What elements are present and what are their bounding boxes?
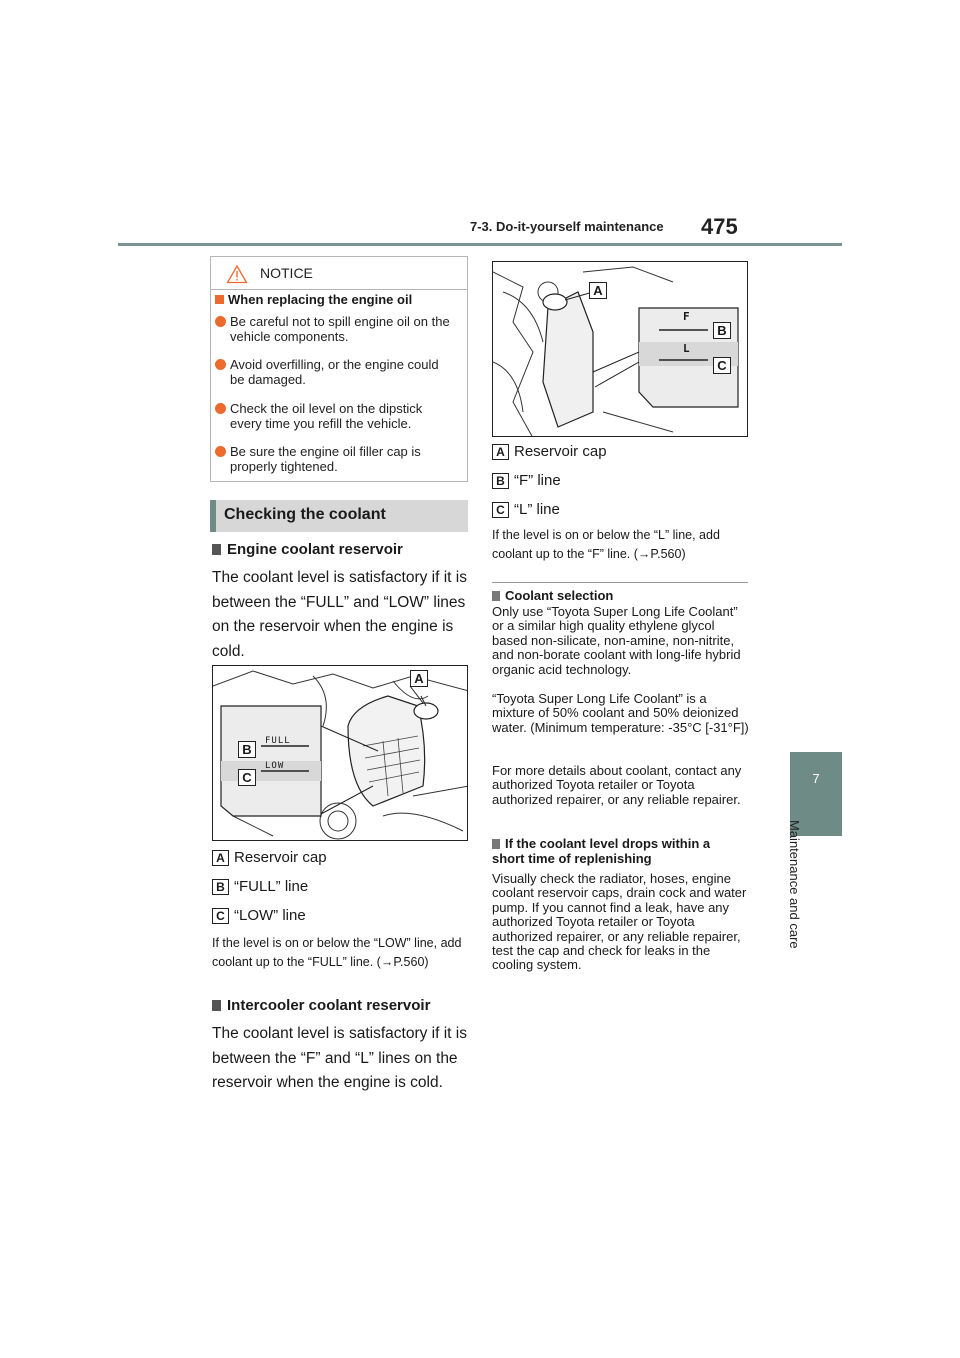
header-rule bbox=[118, 243, 842, 246]
full-mark-label: FULL bbox=[265, 736, 291, 746]
section-title: Checking the coolant bbox=[224, 506, 386, 523]
engine-reservoir-note: If the level is on or below the “LOW” line, add coolant up to the “FULL” line. (→P.560) bbox=[212, 936, 462, 969]
l-mark-label: L bbox=[683, 342, 690, 355]
bullet-icon bbox=[215, 403, 226, 414]
notice-subheading: When replacing the engine oil bbox=[215, 292, 412, 307]
callout-b: B bbox=[238, 741, 256, 758]
intercooler-reservoir-heading: Intercooler coolant reservoir bbox=[212, 997, 430, 1014]
callout-c: C bbox=[713, 357, 731, 374]
square-marker-icon bbox=[492, 591, 500, 601]
square-marker-icon bbox=[212, 1000, 221, 1011]
coolant-selection-paragraph: Only use “Toyota Super Long Life Coolant” or a similar high quality ethylene glycol based non-silicate, non-amine, non-nitrite, and non-borate coolant with long-life hybrid organic acid technology. bbox=[492, 604, 741, 677]
section-divider bbox=[492, 582, 748, 583]
legend-text-c: “LOW” line bbox=[234, 907, 306, 924]
engine-reservoir-figure bbox=[212, 665, 468, 841]
coolant-selection-paragraph: For more details about coolant, contact any authorized Toyota retailer or Toyota authorized repairer, or any reliable repairer. bbox=[492, 763, 742, 807]
intercooler-reservoir-illustration bbox=[493, 262, 748, 437]
bullet-icon bbox=[215, 316, 226, 327]
legend-text-a: Reservoir cap bbox=[234, 849, 327, 866]
coolant-selection-heading: Coolant selection bbox=[492, 588, 748, 603]
callout-a: A bbox=[410, 670, 428, 687]
page-number: 475 bbox=[701, 214, 738, 239]
legend-text-b: “F” line bbox=[514, 472, 561, 489]
low-mark-label: LOW bbox=[265, 761, 285, 771]
legend-key-c: C bbox=[212, 908, 229, 924]
notice-item: Check the oil level on the dipstick every time you refill the vehicle. bbox=[230, 401, 423, 431]
notice-header bbox=[211, 257, 467, 290]
intercooler-reservoir-figure bbox=[492, 261, 748, 437]
level-drops-heading: If the coolant level drops within a short time of replenishing bbox=[492, 836, 711, 866]
section-header: 7-3. Do-it-yourself maintenance bbox=[470, 219, 664, 234]
square-marker-icon bbox=[212, 544, 221, 555]
legend-key-c: C bbox=[492, 502, 509, 518]
callout-b: B bbox=[713, 322, 731, 339]
legend-key-a: A bbox=[492, 444, 509, 460]
notice-box bbox=[210, 256, 468, 482]
callout-c: C bbox=[238, 769, 256, 786]
coolant-selection-paragraph: “Toyota Super Long Life Coolant” is a mixture of 50% coolant and 50% deionized water. (Minimum temperature: -35°C [-31°F]) bbox=[492, 691, 749, 735]
intercooler-reservoir-body: The coolant level is satisfactory if it is between the “F” and “L” lines on the reservoir when the engine is cold. bbox=[212, 1025, 467, 1091]
notice-item: Avoid overfilling, or the engine could be damaged. bbox=[230, 357, 439, 387]
chapter-title: Maintenance and care bbox=[787, 820, 802, 949]
square-marker-icon bbox=[492, 839, 500, 849]
notice-item: Be careful not to spill engine oil on the vehicle components. bbox=[230, 314, 450, 344]
notice-title: NOTICE bbox=[260, 265, 313, 281]
legend-text-b: “FULL” line bbox=[234, 878, 309, 895]
warning-triangle-icon bbox=[226, 264, 248, 284]
legend-key-b: B bbox=[212, 879, 229, 895]
intercooler-reservoir-note: If the level is on or below the “L” line, add coolant up to the “F” line. (→P.560) bbox=[492, 528, 720, 561]
square-marker-icon bbox=[215, 295, 224, 304]
level-drops-body: Visually check the radiator, hoses, engine coolant reservoir caps, drain cock and water pump. If you cannot find a leak, have any authorized Toyota retailer or Toyota authorized repairer, or any reliable repairer, test the cap and check for leaks in the cooling system. bbox=[492, 871, 747, 973]
f-mark-label: F bbox=[683, 310, 690, 323]
section-band-bar bbox=[210, 500, 216, 532]
legend-key-a: A bbox=[212, 850, 229, 866]
bullet-icon bbox=[215, 359, 226, 370]
chapter-number: 7 bbox=[812, 771, 820, 786]
engine-reservoir-body: The coolant level is satisfactory if it is between the “FULL” and “LOW” lines on the reservoir when the engine is cold. bbox=[212, 569, 467, 660]
legend-key-b: B bbox=[492, 473, 509, 489]
callout-a: A bbox=[589, 282, 607, 299]
bullet-icon bbox=[215, 446, 226, 457]
engine-reservoir-heading: Engine coolant reservoir bbox=[212, 541, 403, 558]
notice-item: Be sure the engine oil filler cap is properly tightened. bbox=[230, 444, 421, 474]
legend-text-c: “L” line bbox=[514, 501, 560, 518]
legend-text-a: Reservoir cap bbox=[514, 443, 607, 460]
